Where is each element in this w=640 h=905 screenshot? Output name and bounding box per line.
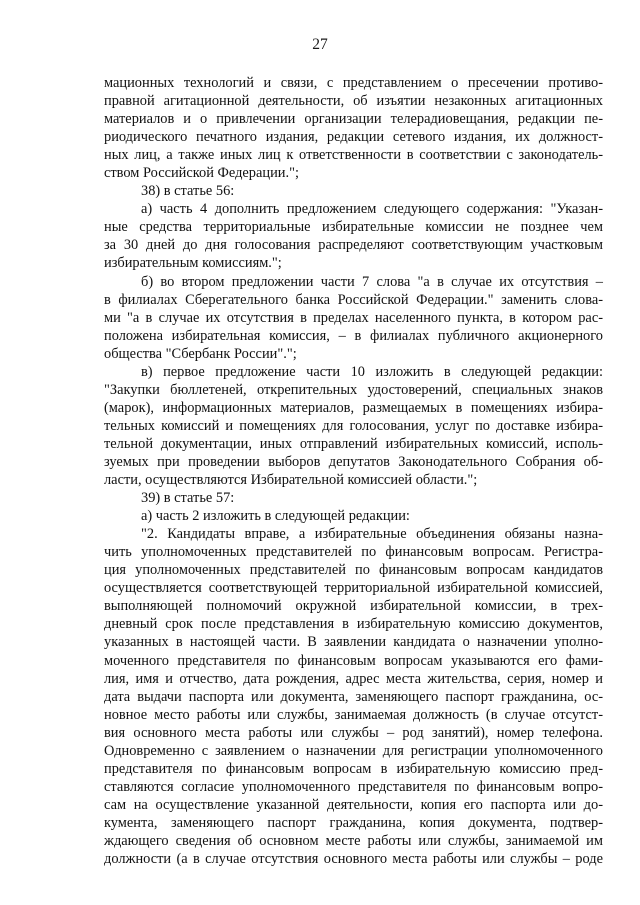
text-line: Одновременно с заявлением о назначении для регистрации уполномоченного (104, 742, 603, 759)
text-line: б) во втором предложении части 7 слова "а в случае их отсутствия – (141, 273, 603, 290)
text-line: (марок), информационных материалов, размещаемых в помещениях избира- (104, 399, 603, 416)
text-line: а) часть 2 изложить в следующей редакции: (141, 508, 410, 525)
text-line: новное место работы или службы, занимаемая должность (в случае отсутст- (104, 706, 603, 723)
page-number: 27 (312, 36, 328, 53)
text-line: "2. Кандидаты вправе, а избирательные объединения обязаны назна- (141, 526, 603, 543)
text-line: в) первое предложение части 10 изложить в следующей редакции: (141, 363, 603, 380)
text-line: ция уполномоченных представителей по финансовым вопросам кандидатов (104, 562, 603, 579)
text-line: дата выдачи паспорта или документа, заменяющего паспорт гражданина, ос- (104, 688, 603, 705)
text-line: избирательным комиссиям."; (104, 255, 282, 272)
text-line: риодического печатного издания, редакции сетевого издания, их должност- (104, 129, 603, 146)
text-line: сам на осуществление указанной деятельности, копия его паспорта или до- (104, 796, 603, 813)
text-line: моченного представителя по финансовым вопросам указываются его фами- (104, 652, 603, 669)
text-line: кумента, заменяющего паспорт гражданина, копия документа, подтвер- (104, 814, 603, 831)
text-line: положена избирательная комиссия, – в филиалах публичного акционерного (104, 327, 603, 344)
text-line: за 30 дней до дня голосования распределяют соответствующим участковым (104, 237, 603, 254)
text-line: ждающего сведения об основном месте работы или службы, занимаемой им (104, 832, 603, 849)
text-line: тельной документации, иных отправлений избирательных комиссий, исполь- (104, 435, 603, 452)
text-line: вия основного места работы или службы – род занятий), номер телефона. (104, 724, 603, 741)
text-line: общества "Сбербанк России"."; (104, 345, 297, 362)
text-line: выполняющей полномочий окружной избирательной комиссии, в трех- (104, 598, 603, 615)
text-line: чить уполномоченных представителей по финансовым вопросам. Регистра- (104, 544, 603, 561)
text-line: ставляются согласие уполномоченного представителя по финансовым вопро- (104, 778, 603, 795)
text-line: в филиалах Сберегательного банка Российской Федерации." заменить слова- (104, 291, 603, 308)
text-line: материалов и о привлечении организации телерадиовещания, редакции пе- (104, 111, 603, 128)
text-line: лия, имя и отчество, дата рождения, адрес места жительства, серия, номер и (104, 670, 603, 687)
text-line: ные средства территориальные избирательные комиссии не позднее чем (104, 219, 603, 236)
text-line: тельных комиссий и помещениях для голосования, услуг по доставке избира- (104, 417, 603, 434)
text-line: а) часть 4 дополнить предложением следующего содержания: "Указан- (141, 201, 603, 218)
text-line: 39) в статье 57: (141, 490, 235, 507)
text-line: указанных в настоящей части. В заявлении кандидата о назначении уполно- (104, 634, 603, 651)
text-line: "Закупки бюллетеней, открепительных удостоверений, специальных знаков (104, 381, 603, 398)
text-line: должности (а в случае отсутствия основного места работы или службы – роде (104, 851, 603, 868)
text-line: осуществляется соответствующей территориальной избирательной комиссией, (104, 580, 603, 597)
text-line: ных лиц, а также иных лиц к ответственности в соответствии с законодатель- (104, 147, 603, 164)
text-line: мационных технологий и связи, с представлением о пресечении противо- (104, 75, 603, 91)
text-line: ством Российской Федерации."; (104, 165, 299, 182)
text-line: представителя по финансовым вопросам в избирательную комиссию пред- (104, 760, 603, 777)
document-body (104, 74, 603, 868)
text-line: правной агитационной деятельности, об изъятии незаконных агитационных (104, 93, 603, 110)
text-line: дневный срок после представления в избирательную комиссию документов, (104, 616, 603, 633)
text-line: зуемых при проведении выборов депутатов Законодательного Собрания об- (104, 453, 603, 470)
text-line: ласти, осуществляются Избирательной комиссией области."; (104, 472, 478, 489)
text-line: ми "а в случае их отсутствия в пределах населенного пункта, в котором рас- (104, 309, 603, 326)
text-line: 38) в статье 56: (141, 183, 235, 200)
